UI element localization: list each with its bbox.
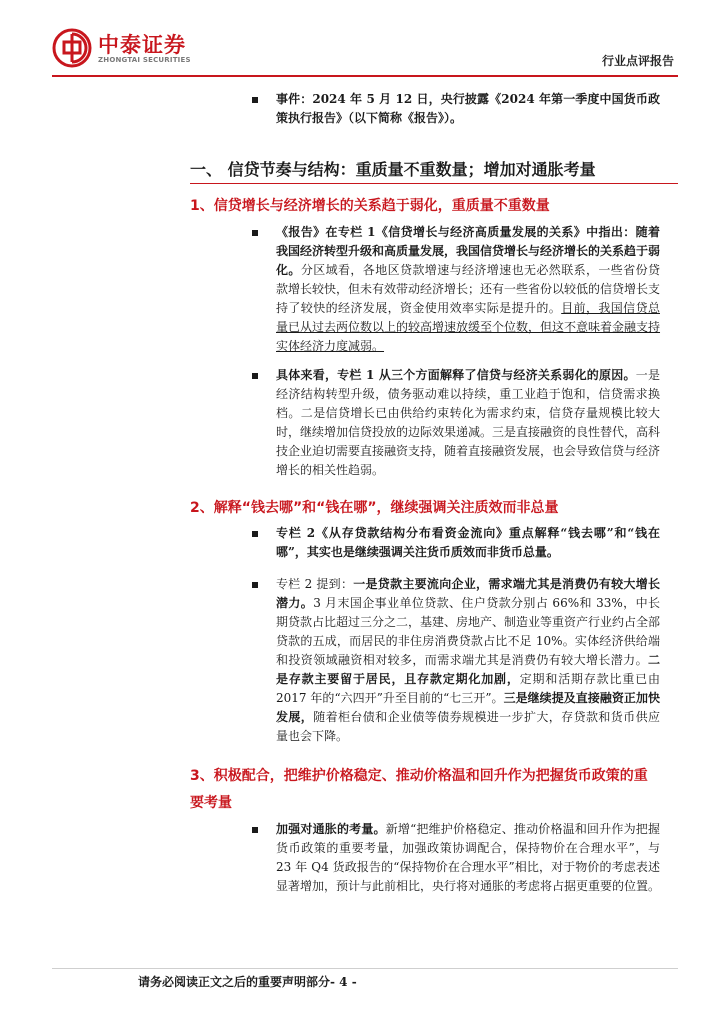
footer-disclaimer: 请务必阅读正文之后的重要声明部分 (138, 975, 331, 989)
sub1-p2-bold: 具体来看，专栏 1 从三个方面解释了信贷与经济关系弱化的原因。 (276, 368, 636, 382)
subsection-1-heading: 1、信贷增长与经济增长的关系趋于弱化，重质量不重数量 (190, 198, 550, 214)
subsection-3-heading-line-1: 3、积极配合，把维护价格稳定、推动价格温和回升作为把握货币政策的重 (190, 768, 648, 784)
sub2-p2-t3: 定期和活期存款比重已由 2017 年的“六四开”升至目前的“七三开”。 (276, 672, 660, 705)
page-header (0, 0, 724, 80)
sub3-p1-body: 新增“把维护价格稳定、推动价格温和回升作为把握货币政策的重要考量，加强政策协调配合，保持物价在合理水平”，与 23 年 Q4 货政报告的“保持物价在合理水平”相比，对于物价的考虑表述显著增加，预计与此前相比，央行将对通胀的考虑将占据更重要的位置。 (276, 822, 661, 893)
sub2-paragraph-1-text: 专栏 2《从存贷款结构分布看资金流向》重点解释“钱去哪”和“钱在哪”，其实也是继续强调关注货币质效而非货币总量。 (276, 526, 660, 559)
subsection-2-heading: 2、解释“钱去哪”和“钱在哪”，继续强调关注质效而非总量 (190, 500, 559, 516)
event-text: 事件：2024 年 5 月 12 日，央行披露《2024 年第一季度中国货币政策执行报告》（以下简称《报告》）。 (276, 92, 660, 125)
bullet-square-icon (252, 230, 258, 236)
sub3-p1-bold: 加强对通胀的考量。 (276, 822, 386, 836)
sub1-p1-body: 分区域看，各地区贷款增速与经济增速也无必然联系，一些省份贷款增长较快，但未有效带动经济增长；还有一些省份以较低的信贷增长支持了较快的经济发展，资金使用效率实际是提升的。 (276, 263, 661, 315)
sub1-paragraph-2-text (276, 366, 660, 480)
bullet-square-icon (252, 97, 258, 103)
sub1-paragraph-1-text (276, 223, 660, 356)
bullet-square-icon (252, 827, 258, 833)
zhongtai-logo-icon (52, 28, 92, 68)
sub2-p2-b3: 三是继续提及直接融资正加快发展， (276, 691, 660, 724)
sub1-p2-body: 一是经济结构转型升级，债务驱动难以持续，重工业趋于饱和，信贷需求换档。二是信贷增长已由供给约束转化为需求约束，信贷存量规模比较大时，继续增加信贷投放的边际效果递减。三是直接融资的良性替代，高科技企业迫切需要直接融资支持，随着直接融资发展，也会导致信贷与经济增长的相关性趋弱。 (276, 368, 661, 477)
section-heading-rule (190, 183, 678, 184)
bullet-square-icon (252, 373, 258, 379)
sub2-p2-b1: 一是贷款主要流向企业，需求端尤其是消费仍有较大增长潜力。 (276, 577, 660, 610)
section-heading: 一、 信贷节奏与结构：重质量不重数量；增加对通胀考量 (190, 160, 596, 179)
bullet-square-icon (252, 582, 258, 588)
page-footer (138, 973, 357, 990)
footer-divider (52, 968, 678, 969)
page-number: - 4 - (330, 975, 357, 989)
header-divider (52, 75, 678, 77)
subsection-3-heading-line-2: 要考量 (190, 795, 232, 811)
sub2-p2-t1: 专栏 2 提到： (276, 577, 354, 591)
bullet-square-icon (252, 531, 258, 537)
sub1-p1-underline: 目前，我国信贷总量已从过去两位数以上的较高增速放缓至个位数，但这不意味着金融支持实体经济力度减弱。 (276, 301, 661, 353)
logo-text-cn: 中泰证券 (98, 33, 186, 57)
sub3-paragraph-1-text (276, 820, 660, 896)
sub1-p1-bold: 《报告》在专栏 1《信贷增长与经济高质量发展的关系》中指出：随着我国经济转型升级和高质量发展，我国信贷增长与经济增长的关系趋于弱化。 (276, 225, 661, 277)
company-logo (52, 28, 212, 72)
logo-text-en: ZHONGTAI SECURITIES (98, 56, 191, 64)
sub2-p2-b2: 二是存款主要留于居民，且存款定期化加剧， (276, 653, 660, 686)
sub2-p2-t4: 随着柜台债和企业债等债券规模进一步扩大，存贷款和货币供应量也会下降。 (276, 710, 660, 743)
sub2-p2-t2: 3 月末国企事业单位贷款、住户贷款分别占 66%和 33%，中长期贷款占比超过三分之二，基建、房地产、制造业等重资产行业约占全部贷款的五成，而居民的非住房消费贷款占比不足 10%。实体经济供给端和投资领域融资相对较多，而需求端尤其是消费仍有较大增长潜力。 (276, 596, 661, 667)
report-type-label: 行业点评报告 (601, 54, 674, 68)
sub2-paragraph-2-text (276, 575, 660, 746)
